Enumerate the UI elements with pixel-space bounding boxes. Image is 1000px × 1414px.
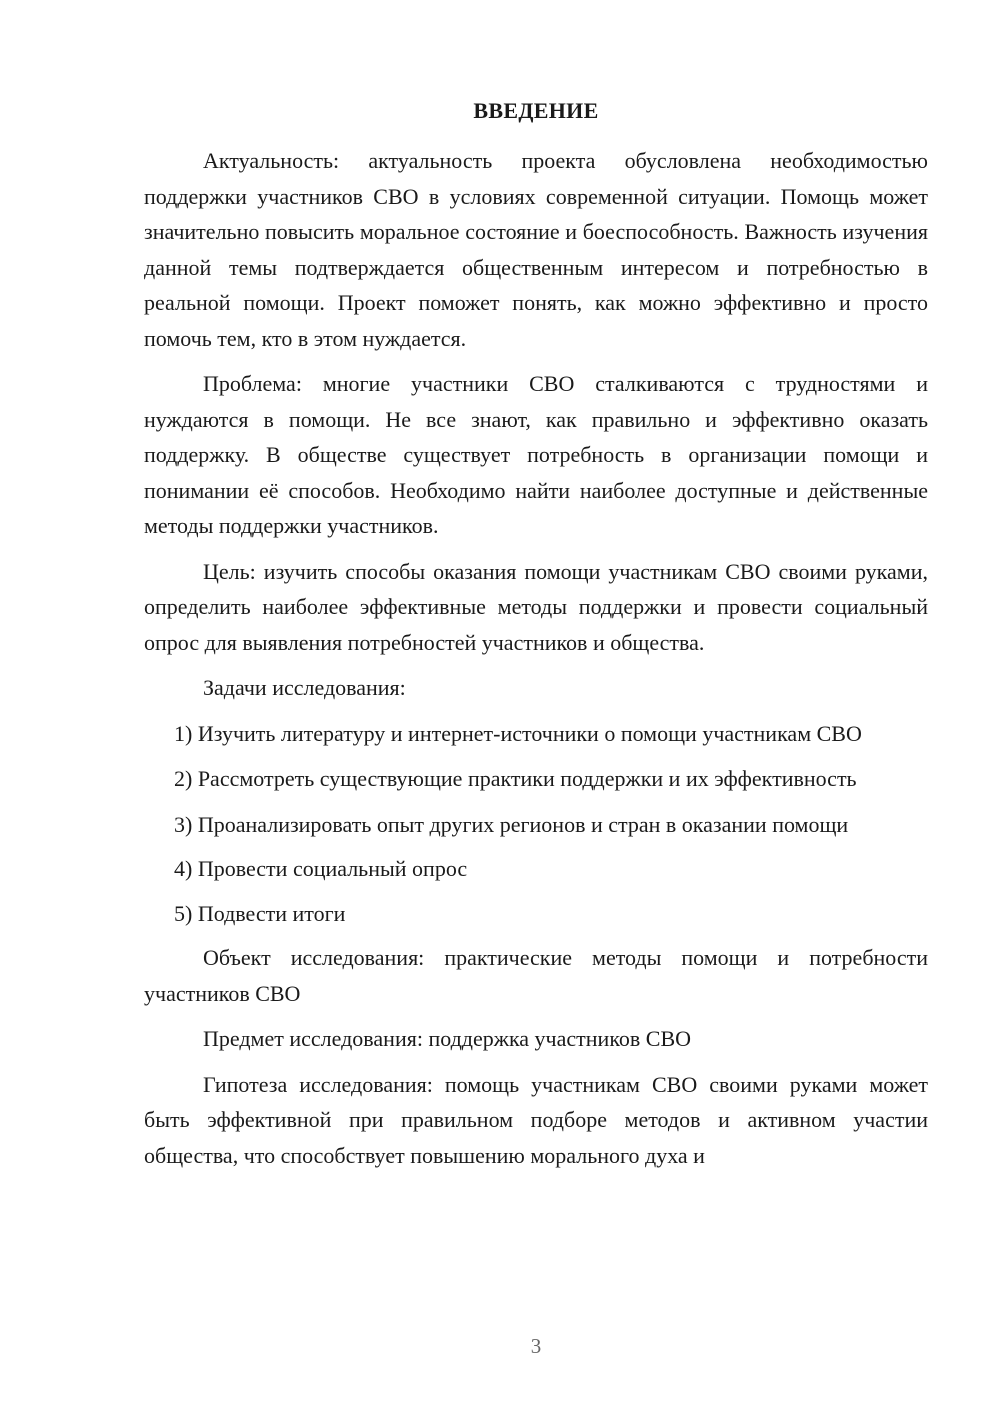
paragraph-hypothesis: Гипотеза исследования: помощь участникам СВО своими руками может быть эффективной при правильном подборе методов и активном участии общества, что способствует повышению морального духа и [144,1071,928,1168]
document-body [144,143,928,1173]
task-item: 4) Провести социальный опрос [174,856,468,881]
task-item: 2) Рассмотреть существующие практики поддержки и их эффективность [174,766,857,791]
task-item: 5) Подвести итоги [174,900,346,926]
section-title: ВВЕДЕНИЕ [473,98,599,123]
paragraph-relevance: Актуальность: актуальность проекта обусловлена необходимостью поддержки участников СВО в условиях современной ситуации. Помощь может значительно повысить моральное состояние и боеспособность. Важность изучения данной темы подтверждается общественным интересом и потребностью в реальной помощи. Проект поможет понять, как можно эффективно и просто помочь тем, кто в этом нуждается. [144,148,928,351]
paragraph-problem: Проблема: многие участники СВО сталкиваются с трудностями и нуждаются в помощи. Не все знают, как правильно и эффективно оказать поддержку. В обществе существует потребность в организации помощи и понимании её способов. Необходимо найти наиболее доступные и действенные методы поддержки участников. [144,371,928,538]
paragraph-goal: Цель: изучить способы оказания помощи участникам СВО своими руками, определить наиболее эффективные методы поддержки и провести социальный опрос для выявления потребностей участников и общества. [144,558,928,655]
page-number: 3 [530,1334,542,1358]
paragraph-object: Объект исследования: практические методы помощи и потребности участников СВО [144,945,928,1006]
paragraph-tasks-heading: Задачи исследования: [203,675,406,700]
task-item: 3) Проанализировать опыт других регионов и стран в оказании помощи [174,811,849,837]
paragraph-subject: Предмет исследования: поддержка участников СВО [203,1026,692,1051]
task-item: 1) Изучить литературу и интернет-источники о помощи участникам СВО [174,720,862,746]
